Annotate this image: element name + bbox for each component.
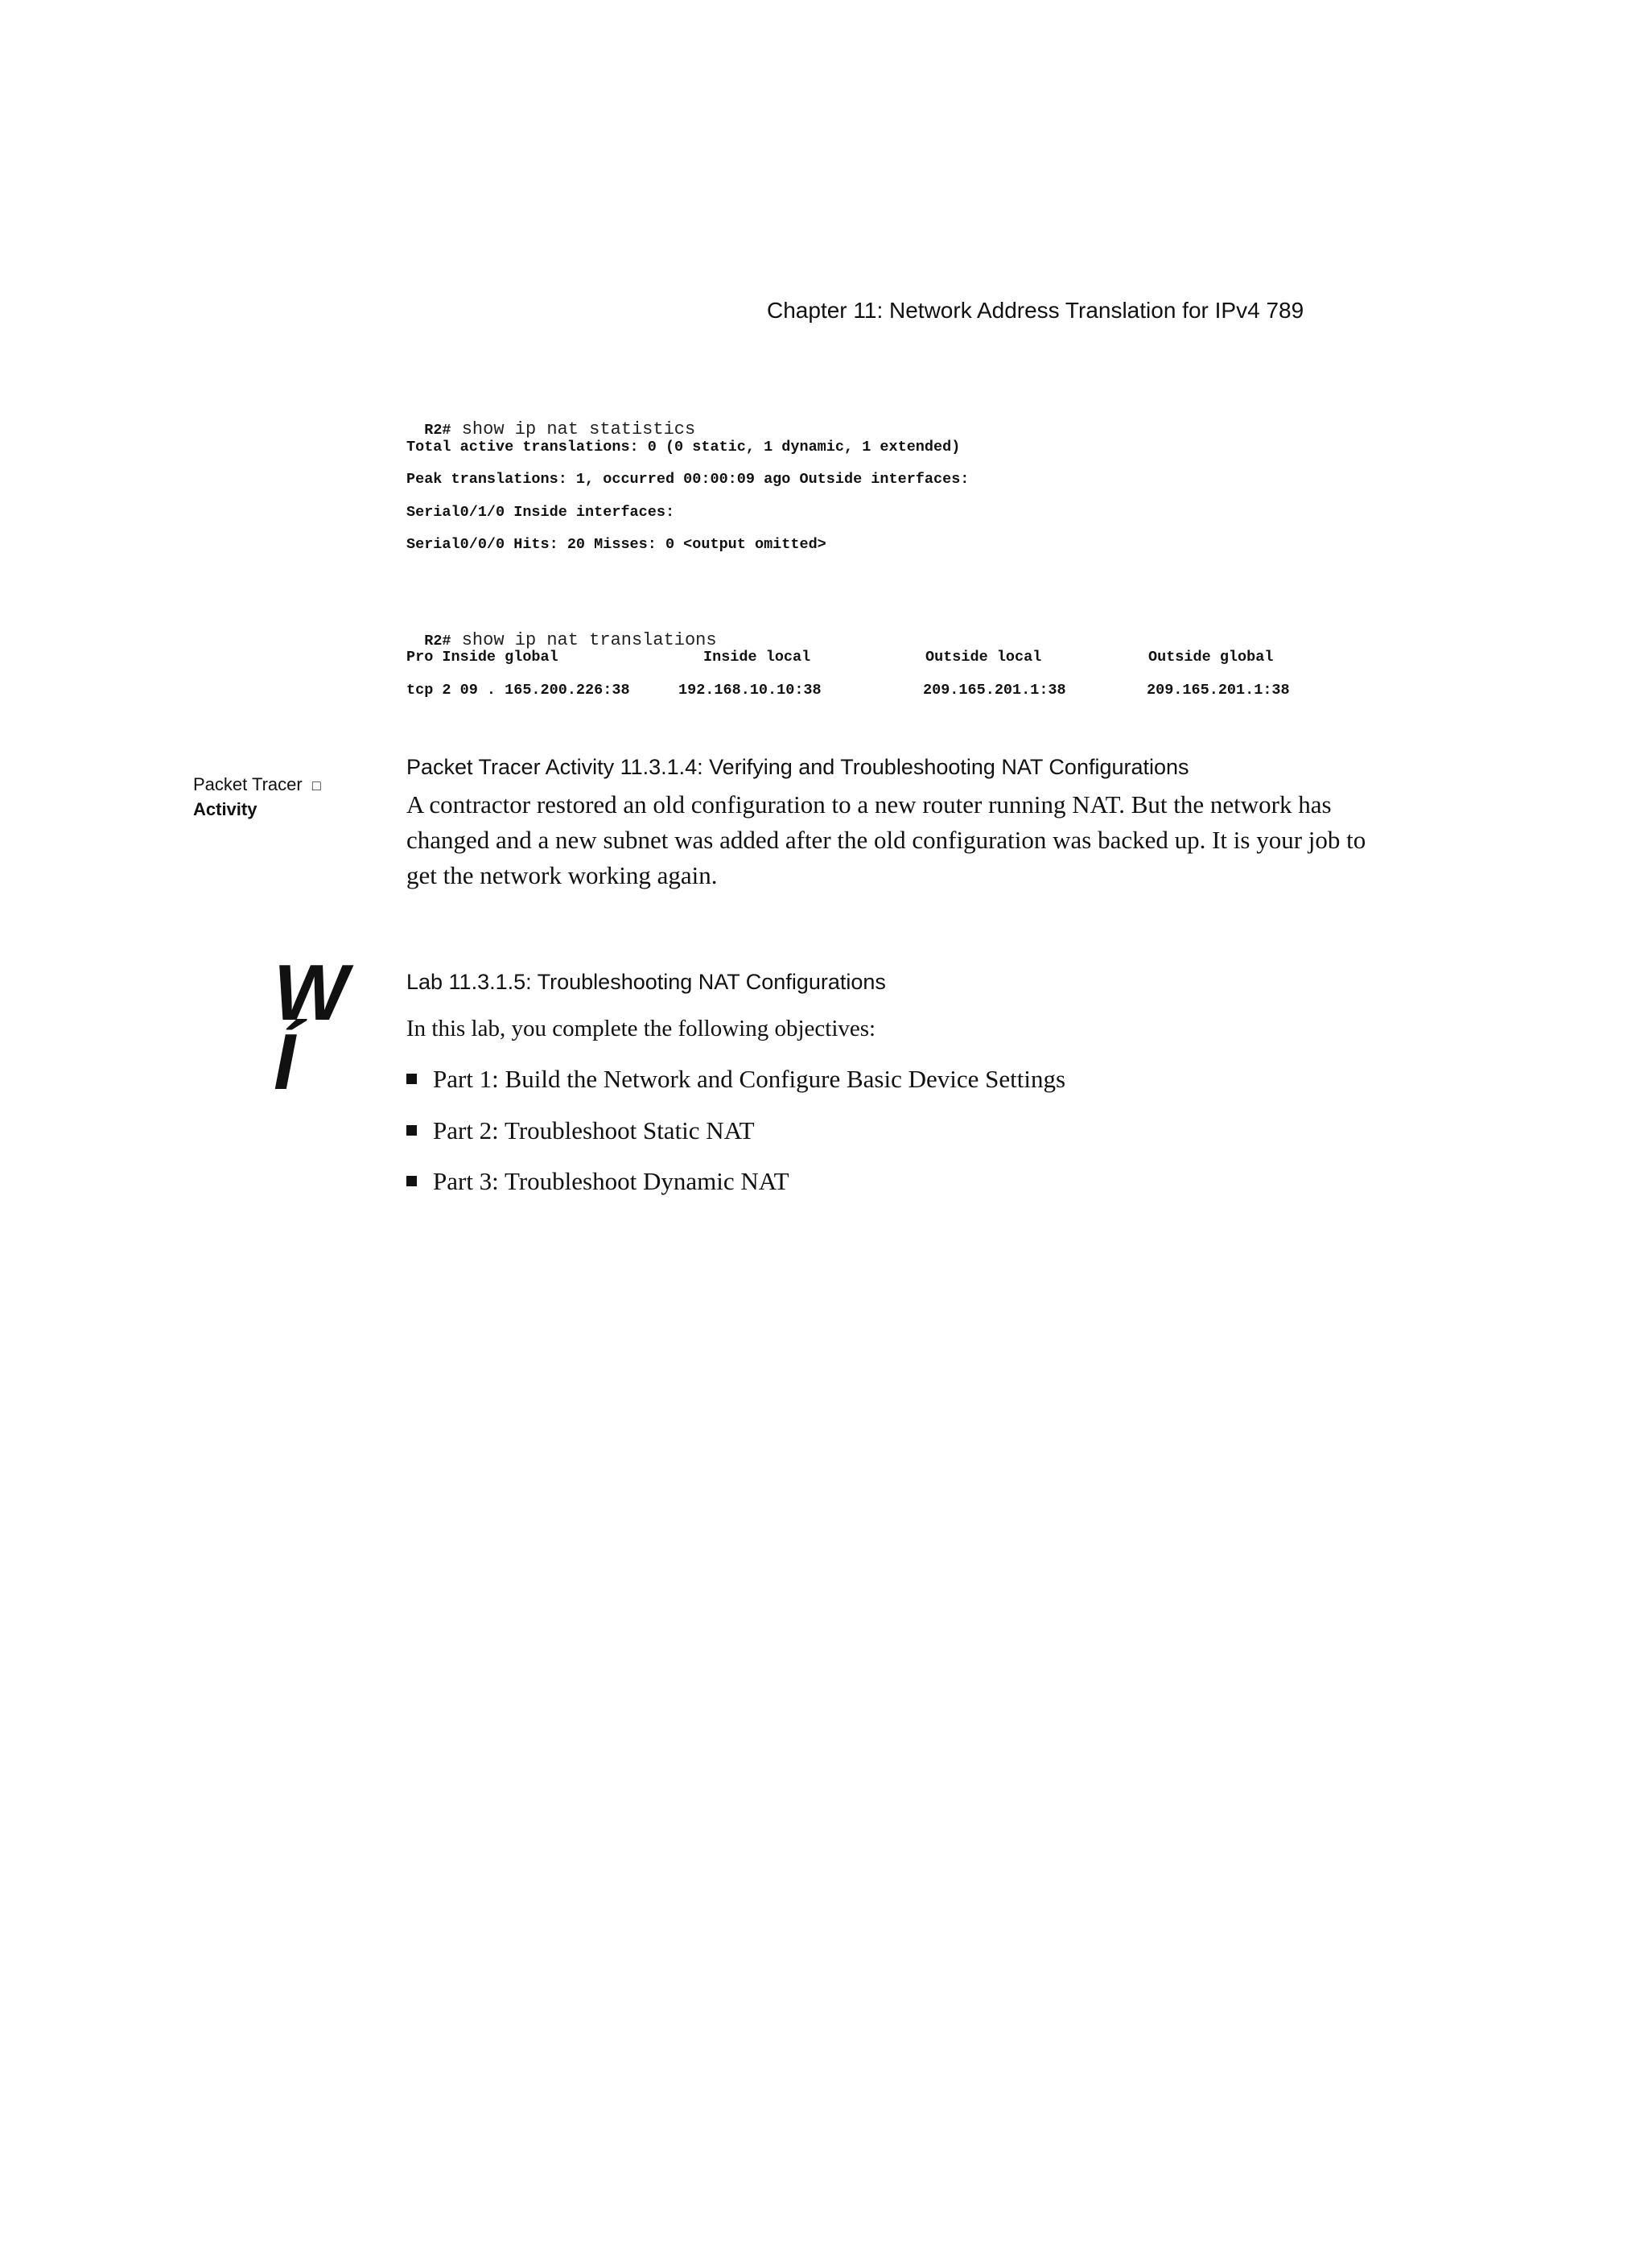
lab-intro: In this lab, you complete the following objectives: — [406, 1016, 876, 1041]
list-item — [406, 1065, 1065, 1094]
translations-command: show ip nat translations — [451, 629, 717, 650]
bullet-square-icon — [406, 1074, 417, 1084]
side-label-line2: Activity — [193, 799, 258, 819]
running-head: Chapter 11: Network Address Translation for IPv4 789 — [767, 298, 1304, 323]
table-cell: 209.165.201.1:38 — [1147, 682, 1290, 699]
lab-icon: W Í — [274, 948, 348, 1106]
table-header-cell: Outside global — [1148, 649, 1274, 666]
stats-output-line: Peak translations: 1, occurred 00:00:09 ago Outside interfaces: — [406, 471, 970, 488]
translations-table — [406, 650, 1372, 715]
bullet-square-icon — [406, 1125, 417, 1136]
list-item — [406, 1116, 755, 1145]
table-cell: 209.165.201.1:38 — [923, 682, 1066, 699]
list-item — [406, 1167, 789, 1196]
translations-command-line — [406, 616, 717, 649]
table-header-cell: Inside local — [703, 649, 811, 666]
table-cell: tcp 2 09 . 165.200.226:38 — [406, 682, 630, 699]
lab-title: Lab 11.3.1.5: Troubleshooting NAT Configurations — [406, 970, 886, 994]
table-header-cell: Pro Inside global — [406, 649, 558, 666]
stats-command: show ip nat statistics — [451, 419, 696, 439]
bullet-square-icon — [406, 1176, 417, 1186]
stats-output-line: Serial0/1/0 Inside interfaces: — [406, 504, 675, 521]
objective-text: Part 2: Troubleshoot Static NAT — [433, 1116, 755, 1144]
stats-output-line: Total active translations: 0 (0 static, 1 dynamic, 1 extended) — [406, 439, 961, 456]
packet-tracer-side-label — [193, 776, 321, 819]
objective-text: Part 1: Build the Network and Configure Basic Device Settings — [433, 1065, 1066, 1093]
table-header-cell: Outside local — [925, 649, 1042, 666]
stats-output-line: Serial0/0/0 Hits: 20 Misses: 0 <output omitted> — [406, 536, 826, 553]
translations-prompt: R2# — [424, 632, 451, 649]
stats-command-line — [406, 406, 695, 439]
side-label-line1: Packet Tracer — [193, 774, 303, 794]
table-cell: 192.168.10.10:38 — [678, 682, 822, 699]
objective-text: Part 3: Troubleshoot Dynamic NAT — [433, 1167, 789, 1195]
checkbox-icon: □ — [311, 777, 321, 794]
packet-tracer-body: A contractor restored an old configuration to a new router running NAT. But the network has changed and a new subnet was added after the old configuration was backed up. It is your job to get the network working again. — [406, 790, 1366, 889]
packet-tracer-title: Packet Tracer Activity 11.3.1.4: Verifying and Troubleshooting NAT Configurations — [406, 755, 1189, 779]
stats-prompt: R2# — [424, 421, 451, 439]
